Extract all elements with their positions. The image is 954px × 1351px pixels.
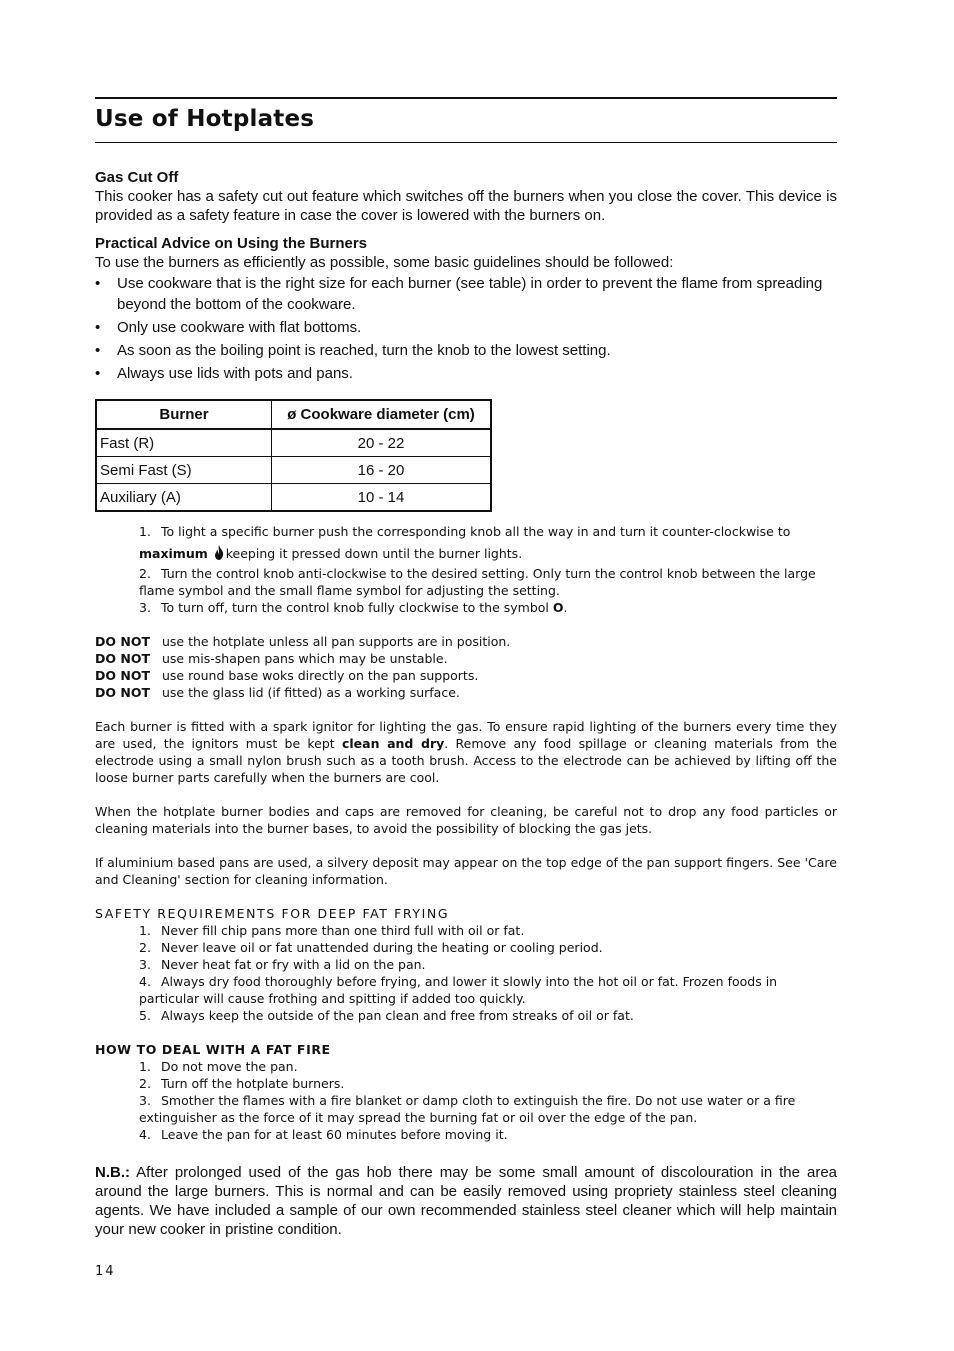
title-rule-top [95,97,837,99]
do-not-label: DO NOT [95,668,150,683]
table-row: Auxiliary (A) 10 - 14 [96,484,491,512]
list-item: • Use cookware that is the right size for each burner (see table) in order to prevent the flame from spreading beyond the bottom of the cookware. [95,275,823,313]
aluminium-paragraph: If aluminium based pans are used, a silvery deposit may appear on the top edge of the pan support fingers. See 'Care and Cleaning' section for cleaning information. [95,855,837,887]
burner-caps-paragraph: When the hotplate burner bodies and caps are removed for cleaning, be careful not to drop any food particles or cleaning materials into the burner bases, to avoid the possibility of blocking the gas jets. [95,804,837,836]
list-item: • Always use lids with pots and pans. [95,365,353,382]
list-item: • Only use cookware with flat bottoms. [95,319,362,336]
list-item: 5. Always keep the outside of the pan clean and free from streaks of oil or fat. [139,1008,634,1023]
page-title: Use of Hotplates [95,106,315,132]
bullet-icon: • [95,365,101,382]
bullet-icon: • [95,319,101,336]
lighting-steps [139,521,837,616]
list-item: use mis-shapen pans which may be unstable. [162,651,448,666]
list-item: use the hotplate unless all pan supports are in position. [162,634,511,649]
page-number: 14 [95,1264,116,1279]
fat-fire-heading: HOW TO DEAL WITH A FAT FIRE [95,1042,331,1057]
nb-label: N.B.: [95,1164,130,1181]
table-row: Semi Fast (S) 16 - 20 [96,457,491,484]
page-content [95,97,837,1239]
list-item: 3. Never heat fat or fry with a lid on the pan. [139,957,426,972]
safety-heading: SAFETY REQUIREMENTS FOR DEEP FAT FRYING [95,906,450,921]
do-not-label: DO NOT [95,634,150,649]
do-not-label: DO NOT [95,685,150,700]
list-item: 1. To light a specific burner push the corresponding knob all the way in and turn it counter-clockwise to maximum keeping it pressed down until the burner lights. [139,524,791,561]
burner-size-table [95,399,492,512]
ignitor-paragraph: Each burner is fitted with a spark ignitor for lighting the gas. To ensure rapid lighting of the burners every time they are used, the ignitors must be kept clean and dry. Remove any food spillage or cleaning materials from the electrode using a small nylon brush such as a tooth brush. Access to the electrode can be achieved by lifting off the loose burner parts carefully when the burners are cool. [95,719,837,785]
list-item: 4. Leave the pan for at least 60 minutes before moving it. [139,1127,508,1142]
list-item: 3. Smother the flames with a fire blanket or damp cloth to extinguish the fire. Do not use water or a fire extinguisher as the force of it may spread the burning fat or oil over the edge of the pan. [139,1093,796,1125]
do-not-label: DO NOT [95,651,150,666]
advice-heading: Practical Advice on Using the Burners [95,235,368,252]
list-item: use the glass lid (if fitted) as a working surface. [162,685,460,700]
list-item: 4. Always dry food thoroughly before frying, and lower it slowly into the hot oil or fat. Frozen foods in particular will cause frothing and spitting if added too quickly. [139,974,778,1006]
table-header-burner: Burner [96,400,272,429]
list-item: 2. Turn off the hotplate burners. [139,1076,345,1091]
table-row: Fast (R) 20 - 22 [96,429,491,457]
list-item: use round base woks directly on the pan supports. [162,668,479,683]
list-item: • As soon as the boiling point is reached, turn the knob to the lowest setting. [95,342,611,359]
fat-fire-list [139,1058,837,1143]
flame-icon [214,545,224,560]
list-item: 1. Do not move the pan. [139,1059,298,1074]
safety-list [139,922,837,1024]
gas-cut-off-heading: Gas Cut Off [95,169,179,186]
table-header-row [96,400,491,429]
do-not-list [95,633,837,701]
gas-cut-off-text: This cooker has a safety cut out feature which switches off the burners when you close the cover. This device is provided as a safety feature in case the cover is lowered with the burners on. [95,188,837,224]
list-item: 1. Never fill chip pans more than one third full with oil or fat. [139,923,525,938]
list-item: 2. Never leave oil or fat unattended during the heating or cooling period. [139,940,603,955]
table-header-diameter: ø Cookware diameter (cm) [272,400,492,429]
list-item: 3. To turn off, turn the control knob fully clockwise to the symbol O. [139,600,568,615]
list-item: 2. Turn the control knob anti-clockwise to the desired setting. Only turn the control knob between the large flame symbol and the small flame symbol for adjusting the setting. [139,566,816,598]
advice-bullet-list [95,273,837,384]
nb-paragraph: N.B.: After prolonged used of the gas hob there may be some small amount of discolouration in the area around the large burners. This is normal and can be easily removed using propriety stainless steel cleaning agents. We have included a sample of our own recommended stainless steel cleaner which will help maintain your new cooker in pristine condition. [95,1164,838,1238]
bullet-icon: • [95,275,101,292]
advice-intro: To use the burners as efficiently as possible, some basic guidelines should be followed: [95,254,674,271]
bullet-icon: • [95,342,101,359]
